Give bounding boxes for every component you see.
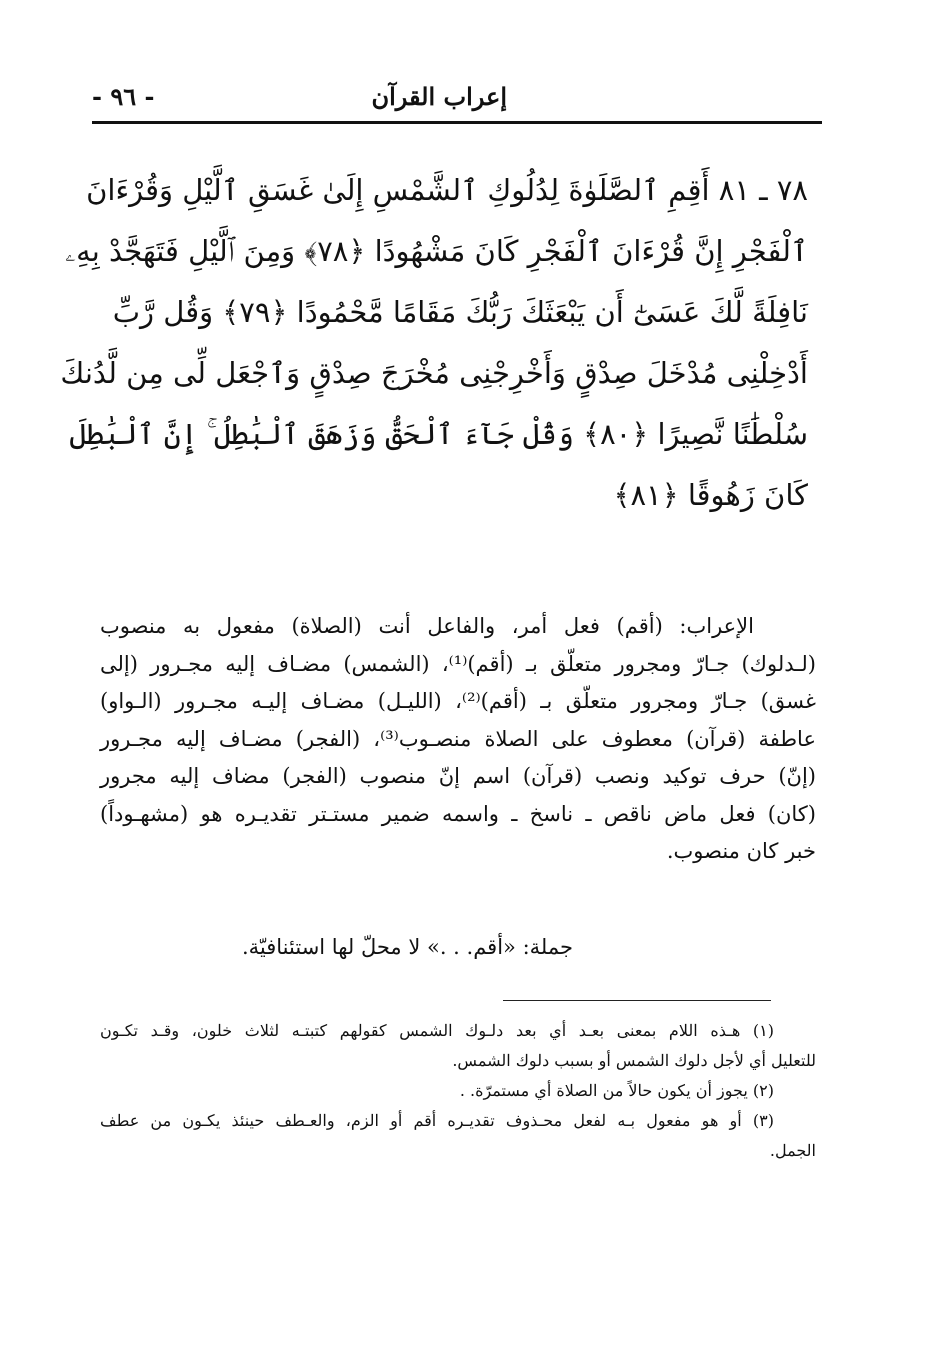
irab-line: (كان) فعل ماض ناقص ـ ناسخ ـ واسمه ضمير مستـتر تقديـره هو (مشهـوداً) [100,801,816,826]
irab-line: (إنّ) حرف توكيد ونصب (قرآن) اسم إنّ منصوب (الفجر) مضاف إليه مجرور [100,764,816,788]
running-title: إعراب القرآن [371,82,507,111]
footnote-line: (٣) أو هو مفعول بـه لفعل محـذوف تقديـره أقم أو الزم، والعـطف حينئذ يكـون من عطف [100,1111,774,1130]
irab-line: (لـدلوك) جـارّ ومجرور متعلّق بـ (أقم)⁽¹⁾، (الشمس) مضـاف إليه مجـرور (إلى [100,651,816,676]
page-header [92,78,822,118]
footnote-line: للتعليل أي لأجل دلوك الشمس أو بسبب دلوك الشمس. [452,1051,816,1070]
irab-line: الإعراب: (أقم) فعل أمر، والفاعل أنت (الصلاة) مفعول به منصوب [100,614,754,638]
verse-line: سُلْطَٰنًا نَّصِيرًا ﴿٨٠﴾ وَقُلْ جَآءَ ٱلْحَقُّ وَزَهَقَ ٱلْبَٰطِلُ ۚ إِنَّ ٱلْبَٰطِلَ [69,417,808,451]
header-rule [92,121,822,124]
verse-line: ٱلْفَجْرِ إِنَّ قُرْءَانَ ٱلْفَجْرِ كَانَ مَشْهُودًا ﴿٧٨﴾ وَمِنَ ٱلَّيْلِ فَتَهَجَّدْ بِهِۦ [65,234,808,268]
verse-line: نَافِلَةً لَّكَ عَسَىٰٓ أَن يَبْعَثَكَ رَبُّكَ مَقَامًا مَّحْمُودًا ﴿٧٩﴾ وَقُل رَّبِّ [112,295,808,329]
footnote-line: (١) هـذه اللام بمعنى بعـد أي بعد دلـوك الشمس كقولهم كتبتـه لثلاث خلون، وقـد تكـون [100,1021,774,1040]
verse-line: أَدْخِلْنِى مُدْخَلَ صِدْقٍ وَأَخْرِجْنِى مُخْرَجَ صِدْقٍ وَٱجْعَل لِّى مِن لَّدُنكَ [60,356,808,390]
irab-line: عاطفة (قرآن) معطوف على الصلاة منصـوب⁽³⁾، (الفجر) مضـاف إليه مجـرور [100,726,816,751]
irab-line: غسق) جـارّ ومجرور متعلّق بـ (أقم)⁽²⁾، (الليـل) مضـاف إليـه مجـرور (الـواو) [100,689,816,713]
footnotes [100,1016,816,1166]
irab-line: خبر كان منصوب. [666,839,816,863]
footnote-line: الجمل. [769,1141,816,1160]
verse-line: كَانَ زَهُوقًا ﴿٨١﴾ [613,478,808,512]
footnote-rule [503,1000,771,1001]
quran-verses [60,160,808,526]
verse-line: ٧٨ ـ ٨١ أَقِمِ ٱلصَّلَوٰةَ لِدُلُوكِ ٱلشَّمْسِ إِلَىٰ غَسَقِ ٱلَّيْلِ وَقُرْءَانَ [86,173,808,207]
footnote-line: (٢) يجوز أن يكون حالاً من الصلاة أي مستمرّة. . [459,1081,774,1100]
irab-paragraph [100,608,816,871]
page-number: - ٩٦ - [92,82,155,111]
sentence-analysis: جملة: «أقم. . .» لا محلّ لها استئنافيّة. [241,935,573,959]
